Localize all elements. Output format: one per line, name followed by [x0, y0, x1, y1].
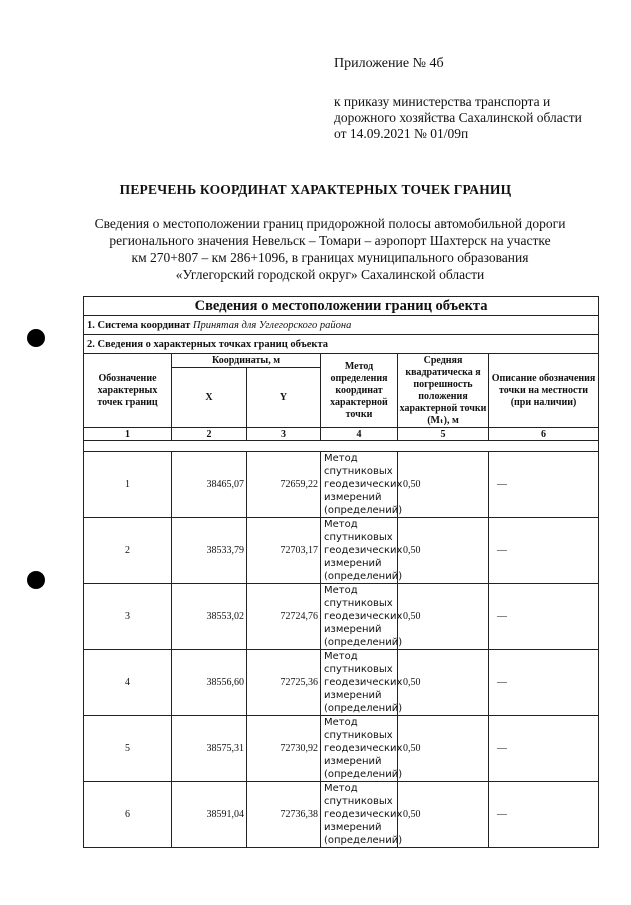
point-id: 3	[84, 584, 172, 650]
order-line: от 14.09.2021 № 01/09п	[334, 126, 469, 141]
subtitle-line: км 270+807 – км 286+1096, в границах муниципального образования	[131, 250, 529, 265]
point-id: 2	[84, 518, 172, 584]
col-y-header: Y	[247, 368, 321, 428]
point-description: —	[489, 452, 599, 518]
col-number: 1	[84, 428, 172, 441]
table-row	[84, 518, 599, 584]
point-method: Метод спутниковых геодезических измерений (определений)	[321, 452, 398, 518]
order-reference	[334, 94, 594, 142]
order-line: дорожного хозяйства Сахалинской области	[334, 110, 582, 125]
point-description: —	[489, 518, 599, 584]
point-x: 38553,02	[172, 584, 247, 650]
subtitle-line: «Углегорский городской округ» Сахалинской области	[175, 267, 485, 282]
col-number: 6	[489, 428, 599, 441]
point-y: 72730,92	[247, 716, 321, 782]
table-row	[84, 716, 599, 782]
punch-hole-bottom	[27, 571, 45, 589]
point-x: 38575,31	[172, 716, 247, 782]
coordinates-table	[83, 296, 599, 848]
point-method: Метод спутниковых геодезических измерений (определений)	[321, 782, 398, 848]
col-number: 4	[321, 428, 398, 441]
point-id: 1	[84, 452, 172, 518]
coordinate-system-row	[84, 316, 599, 335]
col-coords-header: Координаты, м	[172, 354, 321, 368]
appendix-label: Приложение № 4б	[334, 56, 444, 71]
points-section-row	[84, 335, 599, 354]
points-section-label: 2. Сведения о характерных точках границ объекта	[87, 338, 328, 350]
point-y: 72659,22	[247, 452, 321, 518]
point-y: 72725,36	[247, 650, 321, 716]
point-error: 0,50	[398, 452, 489, 518]
point-y: 72736,38	[247, 782, 321, 848]
point-y: 72724,76	[247, 584, 321, 650]
col-number: 5	[398, 428, 489, 441]
col-desc-header: Описание обозначения точки на местности (при наличии)	[489, 354, 599, 428]
point-y: 72703,17	[247, 518, 321, 584]
point-id: 4	[84, 650, 172, 716]
table-row	[84, 650, 599, 716]
point-method: Метод спутниковых геодезических измерений (определений)	[321, 716, 398, 782]
col-designation-header: Обозначение характерных точек границ	[84, 354, 172, 428]
point-description: —	[489, 584, 599, 650]
point-id: 5	[84, 716, 172, 782]
spacer-cell	[84, 441, 599, 452]
table-row	[84, 584, 599, 650]
subtitle-line: Сведения о местоположении границ придорожной полосы автомобильной дороги	[94, 216, 566, 231]
table-row	[84, 782, 599, 848]
point-description: —	[489, 782, 599, 848]
punch-hole-top	[27, 329, 45, 347]
point-x: 38556,60	[172, 650, 247, 716]
document-subtitle	[90, 215, 570, 283]
point-method: Метод спутниковых геодезических измерений (определений)	[321, 650, 398, 716]
order-line: к приказу министерства транспорта и	[334, 94, 551, 109]
point-error: 0,50	[398, 716, 489, 782]
point-x: 38533,79	[172, 518, 247, 584]
point-id: 6	[84, 782, 172, 848]
document-title: ПЕРЕЧЕНЬ КООРДИНАТ ХАРАКТЕРНЫХ ТОЧЕК ГРАНИЦ	[119, 182, 512, 197]
point-description: —	[489, 650, 599, 716]
col-number: 3	[247, 428, 321, 441]
point-error: 0,50	[398, 518, 489, 584]
point-error: 0,50	[398, 650, 489, 716]
subtitle-line: регионального значения Невельск – Томари – аэропорт Шахтерск на участке	[109, 233, 551, 248]
col-x-header: X	[172, 368, 247, 428]
point-x: 38465,07	[172, 452, 247, 518]
table-main-header: Сведения о местоположении границ объекта	[84, 297, 599, 316]
col-error-header: Средняя квадратическа я погрешность положения характерной точки (Mₜ), м	[398, 354, 489, 428]
col-number: 2	[172, 428, 247, 441]
col-method-header: Метод определения координат характерной точки	[321, 354, 398, 428]
coordinate-system-value: Принятая для Углегорского района	[192, 319, 352, 331]
spacer-row	[84, 441, 599, 452]
point-method: Метод спутниковых геодезических измерений (определений)	[321, 518, 398, 584]
point-x: 38591,04	[172, 782, 247, 848]
coordinate-system-label: 1. Система координат	[87, 319, 191, 331]
point-error: 0,50	[398, 782, 489, 848]
point-error: 0,50	[398, 584, 489, 650]
point-method: Метод спутниковых геодезических измерений (определений)	[321, 584, 398, 650]
table-row	[84, 452, 599, 518]
point-description: —	[489, 716, 599, 782]
